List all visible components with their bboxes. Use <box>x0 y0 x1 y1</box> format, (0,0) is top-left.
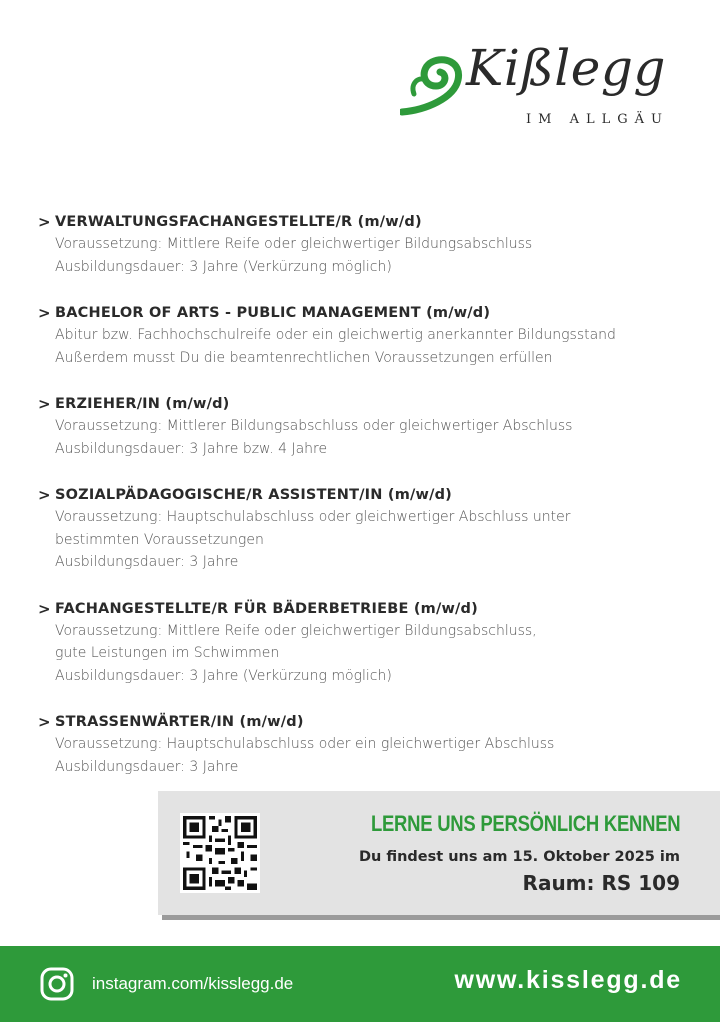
meet-date-text: Du findest uns am 15. Oktober 2025 im <box>358 849 680 865</box>
meet-box <box>158 791 720 915</box>
job-detail: Abitur bzw. Fachhochschulreife oder ein gleichwertig anerkannter Bildungsstand <box>55 327 616 343</box>
job-detail: Ausbildungsdauer: 3 Jahre <box>55 554 239 570</box>
chevron-right-icon: > <box>38 213 51 231</box>
job-detail: Ausbildungsdauer: 3 Jahre <box>55 758 239 775</box>
chevron-right-icon: > <box>38 599 51 618</box>
chevron-right-icon: > <box>38 486 51 504</box>
footer-bar <box>0 946 720 1022</box>
job-detail: Ausbildungsdauer: 3 Jahre bzw. 4 Jahre <box>55 440 328 457</box>
job-detail: bestimmten Voraussetzungen <box>55 531 264 548</box>
job-detail: Voraussetzung: Mittlere Reife oder gleichwertiger Bildungsabschluss, <box>55 622 537 639</box>
website-link[interactable]: www.kisslegg.de <box>454 966 682 994</box>
job-item <box>38 711 698 778</box>
job-detail: Voraussetzung: Hauptschulabschluss oder ein gleichwertiger Abschluss <box>55 736 555 752</box>
chevron-right-icon: > <box>38 713 51 731</box>
job-title: STRASSENWÄRTER/IN (m/w/d) <box>55 714 304 730</box>
job-title: BACHELOR OF ARTS - PUBLIC MANAGEMENT (m/w/d) <box>55 305 491 321</box>
meet-heading: LERNE UNS PERSÖNLICH KENNEN <box>370 811 680 836</box>
job-detail: Ausbildungsdauer: 3 Jahre (Verkürzung möglich) <box>55 667 392 684</box>
job-detail: Außerdem musst Du die beamtenrechtlichen Voraussetzungen erfüllen <box>55 349 553 366</box>
logo-subtitle: IM ALLGÄU <box>526 112 669 127</box>
instagram-icon[interactable] <box>40 967 74 1001</box>
job-detail: Voraussetzung: Mittlere Reife oder gleichwertiger Bildungsabschluss <box>55 236 533 252</box>
job-title: VERWALTUNGSFACHANGESTELLTE/R (m/w/d) <box>55 214 422 230</box>
kisslegg-logo <box>400 36 690 136</box>
job-detail: gute Leistungen im Schwimmen <box>55 645 280 661</box>
chevron-right-icon: > <box>38 304 51 322</box>
logo-wordmark: Kißlegg <box>466 39 666 97</box>
instagram-link[interactable]: instagram.com/kisslegg.de <box>92 974 294 993</box>
job-item <box>38 302 698 369</box>
job-title: ERZIEHER/IN (m/w/d) <box>55 396 230 412</box>
job-title: SOZIALPÄDAGOGISCHE/R ASSISTENT/IN (m/w/d) <box>55 487 452 503</box>
job-list <box>38 211 698 802</box>
job-title: FACHANGESTELLTE/R FÜR BÄDERBETRIEBE (m/w/d) <box>55 600 478 617</box>
chevron-right-icon: > <box>38 395 51 413</box>
job-item <box>38 484 698 574</box>
qr-code-icon[interactable] <box>180 813 260 893</box>
job-item <box>38 211 698 278</box>
job-detail: Voraussetzung: Hauptschulabschluss oder gleichwertiger Abschluss unter <box>55 509 571 525</box>
meet-room-text: Raum: RS 109 <box>522 871 680 895</box>
job-item <box>38 598 698 688</box>
job-item <box>38 393 698 460</box>
job-detail: Voraussetzung: Mittlerer Bildungsabschluss oder gleichwertiger Abschluss <box>55 418 573 434</box>
job-detail: Ausbildungsdauer: 3 Jahre (Verkürzung möglich) <box>55 258 392 275</box>
swirl-logo-icon <box>400 54 470 118</box>
